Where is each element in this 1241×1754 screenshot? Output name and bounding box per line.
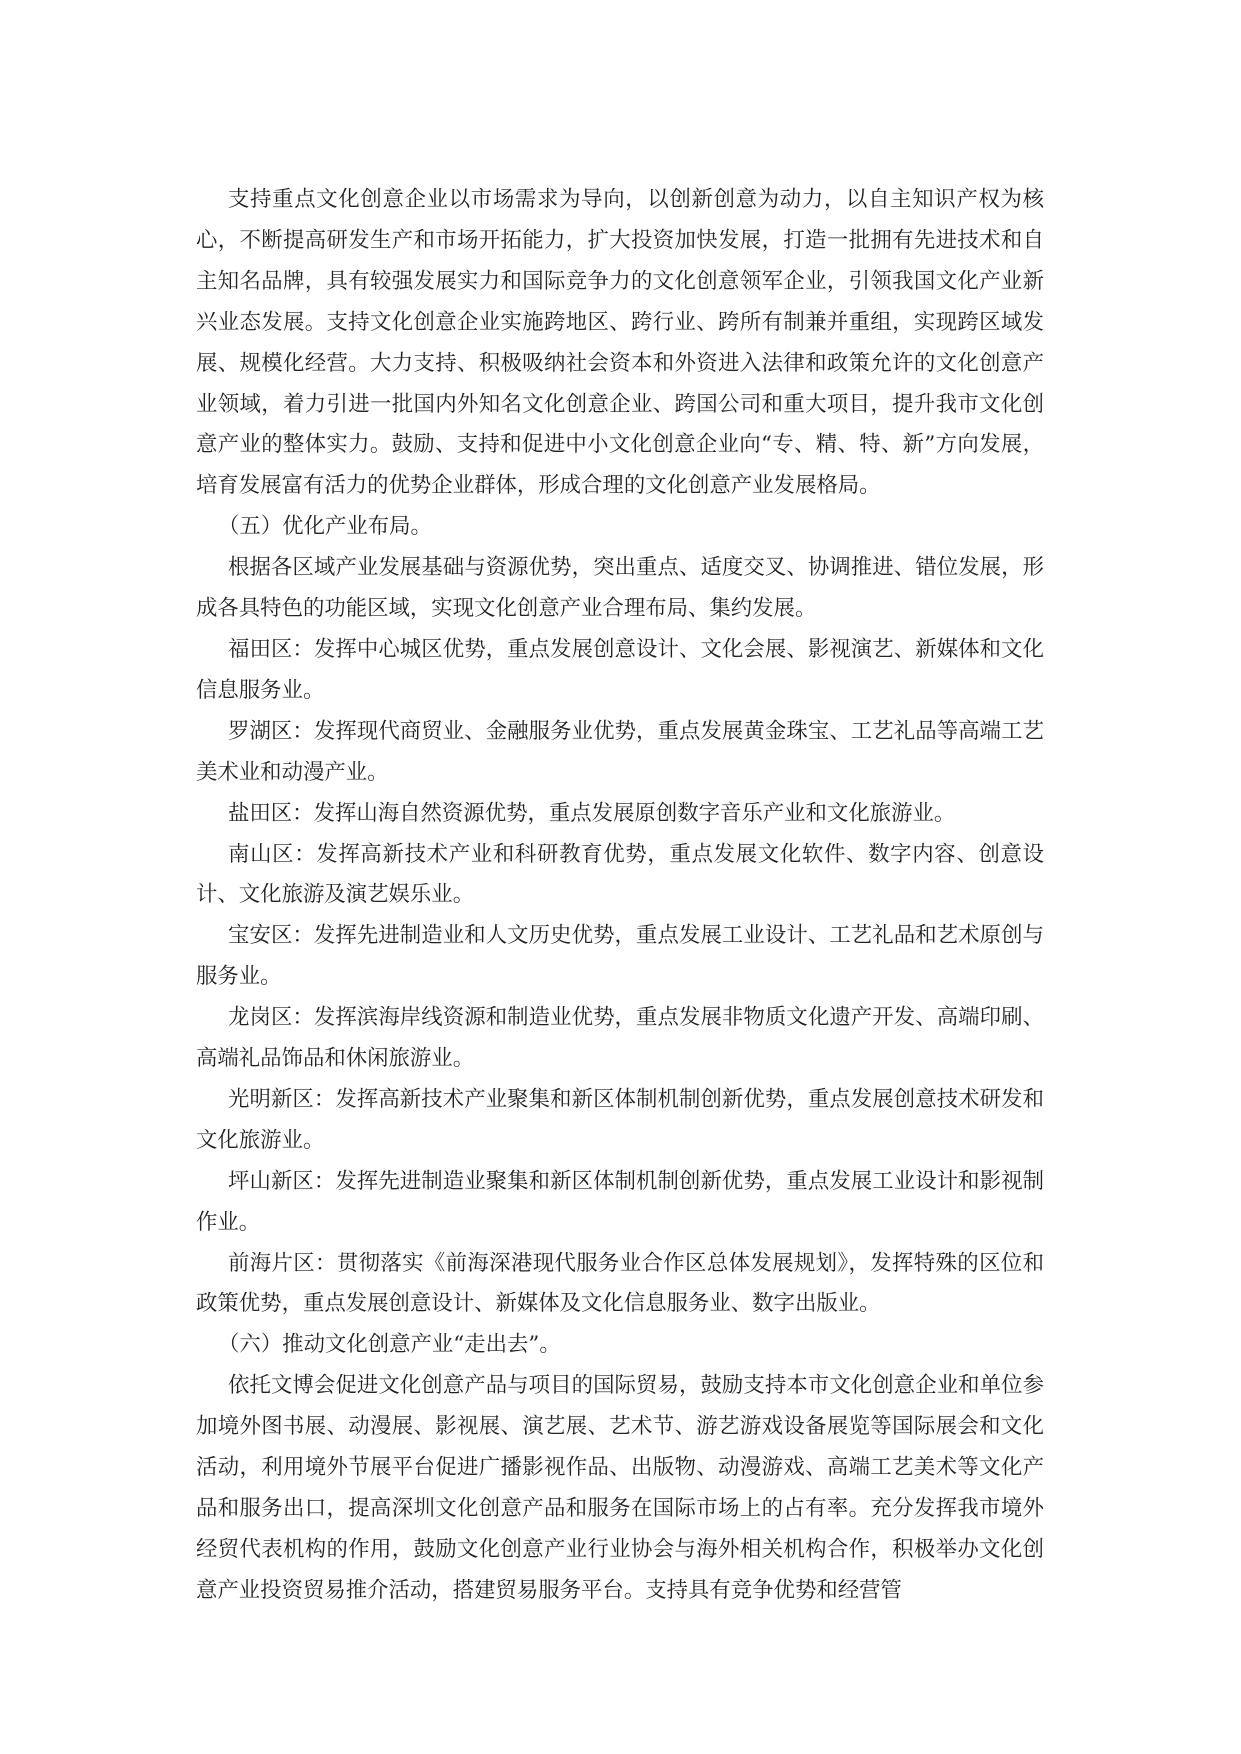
paragraph-yantian: 盐田区：发挥山海自然资源优势，重点发展原创数字音乐产业和文化旅游业。 (228, 800, 956, 826)
paragraph-longgang: 龙岗区：发挥滨海岸线资源和制造业优势，重点发展非物质文化遗产开发、高端印刷、高端礼品饰品和休闲旅游业。 (196, 1005, 1044, 1072)
section-heading-5: （五）优化产业布局。 (218, 514, 432, 540)
paragraph-luohu: 罗湖区：发挥现代商贸业、金融服务业优势，重点发展黄金珠宝、工艺礼品等高端工艺美术业和动漫产业。 (196, 718, 1044, 785)
paragraph-futian: 福田区：发挥中心城区优势，重点发展创意设计、文化会展、影视演艺、新媒体和文化信息服务业。 (196, 636, 1044, 703)
paragraph-guangming: 光明新区：发挥高新技术产业聚集和新区体制机制创新优势，重点发展创意技术研发和文化旅游业。 (196, 1086, 1044, 1153)
paragraph-qianhai: 前海片区：贯彻落实《前海深港现代服务业合作区总体发展规划》，发挥特殊的区位和政策优势，重点发展创意设计、新媒体及文化信息服务业、数字出版业。 (196, 1250, 1044, 1317)
paragraph-regional-layout: 根据各区域产业发展基础与资源优势，突出重点、适度交叉、协调推进、错位发展，形成各具特色的功能区域，实现文化创意产业合理布局、集约发展。 (196, 555, 1044, 622)
document-body (196, 180, 1044, 1612)
section-heading-6: （六）推动文化创意产业“走出去”。 (218, 1332, 561, 1358)
paragraph-baoan: 宝安区：发挥先进制造业和人文历史优势，重点发展工业设计、工艺礼品和艺术原创与服务业。 (196, 923, 1044, 990)
paragraph-pingshan: 坪山新区：发挥先进制造业聚集和新区体制机制创新优势，重点发展工业设计和影视制作业。 (196, 1168, 1044, 1235)
paragraph-nanshan: 南山区：发挥高新技术产业和科研教育优势，重点发展文化软件、数字内容、创意设计、文化旅游及演艺娱乐业。 (196, 841, 1044, 908)
paragraph-leading-enterprises: 支持重点文化创意企业以市场需求为导向，以创新创意为动力，以自主知识产权为核心，不断提高研发生产和市场开拓能力，扩大投资加快发展，打造一批拥有先进技术和自主知名品牌，具有较强发展实力和国际竞争力的文化创意领军企业，引领我国文化产业新兴业态发展。支持文化创意企业实施跨地区、跨行业、跨所有制兼并重组，实现跨区域发展、规模化经营。大力支持、积极吸纳社会资本和外资进入法律和政策允许的文化创意产业领域，着力引进一批国内外知名文化创意企业、跨国公司和重大项目，提升我市文化创意产业的整体实力。鼓励、支持和促进中小文化创意企业向“专、精、特、新”方向发展，培育发展富有活力的优势企业群体，形成合理的文化创意产业发展格局。 (196, 187, 1044, 499)
paragraph-going-global: 依托文博会促进文化创意产品与项目的国际贸易，鼓励支持本市文化创意企业和单位参加境外图书展、动漫展、影视展、演艺展、艺术节、游艺游戏设备展览等国际展会和文化活动，利用境外节展平台促进广播影视作品、出版物、动漫游戏、高端工艺美术等文化产品和服务出口，提高深圳文化创意产品和服务在国际市场上的占有率。充分发挥我市境外经贸代表机构的作用，鼓励文化创意产业行业协会与海外相关机构合作，积极举办文化创意产业投资贸易推介活动，搭建贸易服务平台。支持具有竞争优势和经营管 (196, 1373, 1044, 1603)
